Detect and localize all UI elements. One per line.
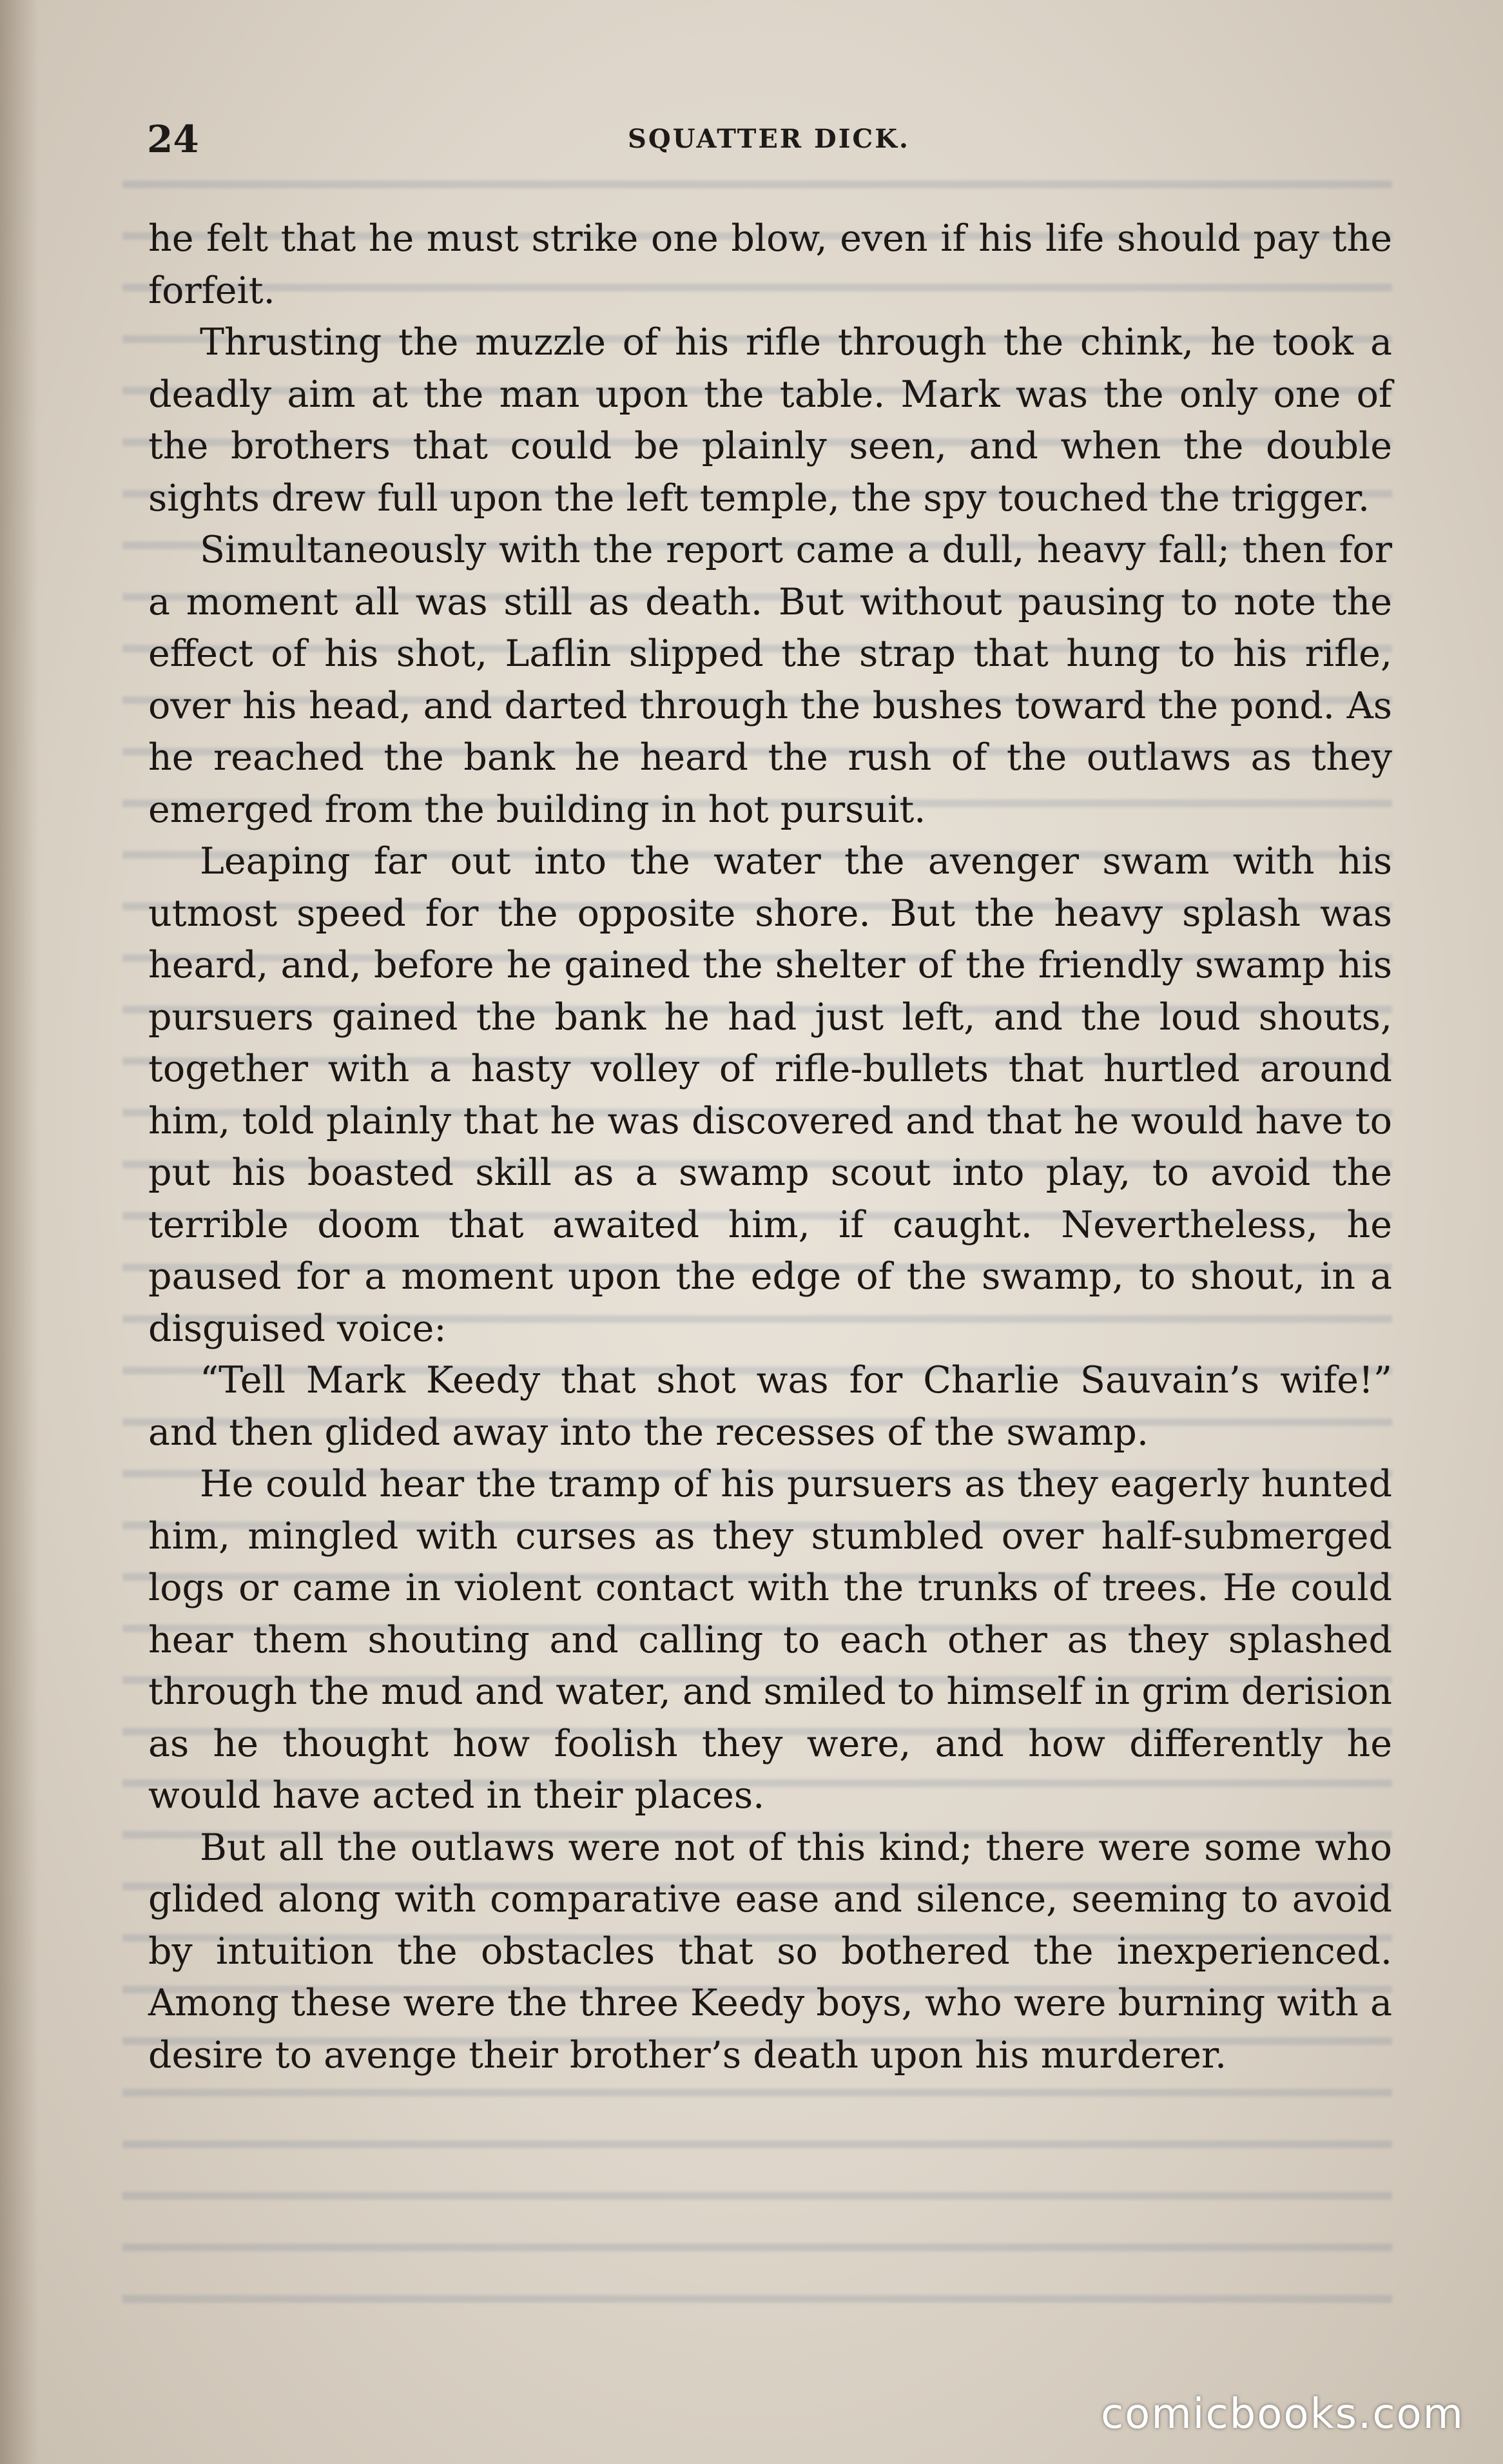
binding-shadow xyxy=(0,0,39,2464)
body-text xyxy=(148,213,1392,2081)
page-number: 24 xyxy=(147,117,199,161)
paragraph: Thrusting the muzzle of his rifle through the chink, he took a deadly aim at the man upon the table. Mark was the only one of the brothers that could be plainly seen, and when the double sights drew full upon the left temple, the spy touched the trigger. xyxy=(148,321,1392,520)
running-title: SQUATTER DICK. xyxy=(628,124,910,154)
paragraph: “Tell Mark Keedy that shot was for Charlie Sauvain’s wife!” and then glided away into the recesses of the swamp. xyxy=(148,1359,1392,1454)
watermark: comicbooks.com xyxy=(1100,2391,1464,2438)
paragraph: He could hear the tramp of his pursuers as they eagerly hunted him, mingled with curses as they stumbled over half-submerged logs or came in violent contact with the trunks of trees. He could hear them shouting and calling to each other as they splashed through the mud and water, and smiled to himself in grim derision as he thought how foolish they were, and how differently he would have acted in their places. xyxy=(148,1463,1392,1817)
page-header xyxy=(147,117,1391,169)
paragraph: he felt that he must strike one blow, even if his life should pay the forfeit. xyxy=(148,217,1392,312)
paragraph: But all the outlaws were not of this kind; there were some who glided along with comparative ease and silence, seeming to avoid by intuition the obstacles that so bothered the inexperienced. Among these were the three Keedy boys, who were burning with a desire to avenge their brother’s death upon his murderer. xyxy=(148,1826,1392,2077)
paragraph: Simultaneously with the report came a dull, heavy fall; then for a moment all was still as death. But without pausing to note the effect of his shot, Laflin slipped the strap that hung to his rifle, over his head, and darted through the bushes toward the pond. As he reached the bank he heard the rush of the outlaws as they emerged from the building in hot pursuit. xyxy=(148,529,1392,831)
paragraph: Leaping far out into the water the avenger swam with his utmost speed for the opposite shore. But the heavy splash was heard, and, before he gained the shelter of the friendly swamp his pursuers gained the bank he had just left, and the loud shouts, together with a hasty volley of rifle-bullets that hurtled around him, told plainly that he was discovered and that he would have to put his boasted skill as a swamp scout into play, to avoid the terrible doom that awaited him, if caught. Nevertheless, he paused for a moment upon the edge of the swamp, to shout, in a disguised voice: xyxy=(148,840,1392,1350)
